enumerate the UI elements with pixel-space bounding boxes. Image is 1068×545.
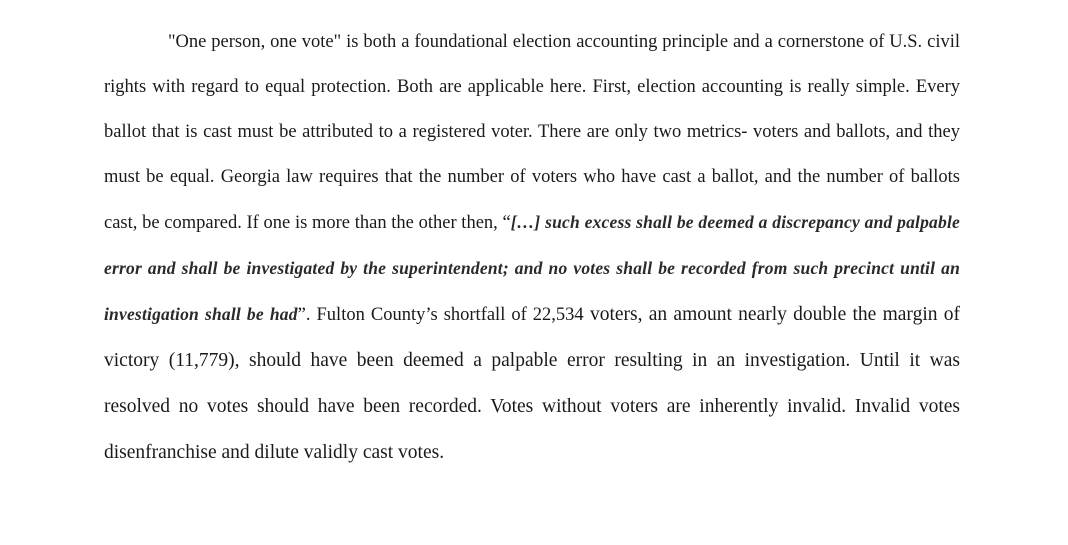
paragraph-text-shortfall: ”. Fulton County’s shortfall of 22,534 bbox=[297, 305, 584, 325]
paragraph-text-intro: "One person, one vote" is both a foundational election accounting principle and a cornerstone of U.S. civil rights with regard to equal protection. Both are applicable here. First, election accounting is really simple. Every ballot that is cast must be attributed to a registered voter. There are only two metrics- voters and ballots, and they must be equal. Georgia law requires that the number of voters who have cast a ballot, and the number of ballots cast, be compared. If one is more than the other then, “ bbox=[104, 32, 960, 233]
statute-quote: […] such excess shall be deemed a discrepancy and palpable error and shall be investigated by the superintendent; and no votes shall be recorded from such precinct until an investigation shall be had bbox=[104, 212, 960, 324]
body-paragraph bbox=[104, 20, 960, 476]
paragraph-text-conclusion: voters, an amount nearly double the margin of victory (11,779), should have been deemed a palpable error resulting in an investigation. Until it was resolved no votes should have been recorded. Votes without voters are inherently invalid. Invalid votes disenfranchise and dilute validly cast votes. bbox=[104, 304, 960, 463]
